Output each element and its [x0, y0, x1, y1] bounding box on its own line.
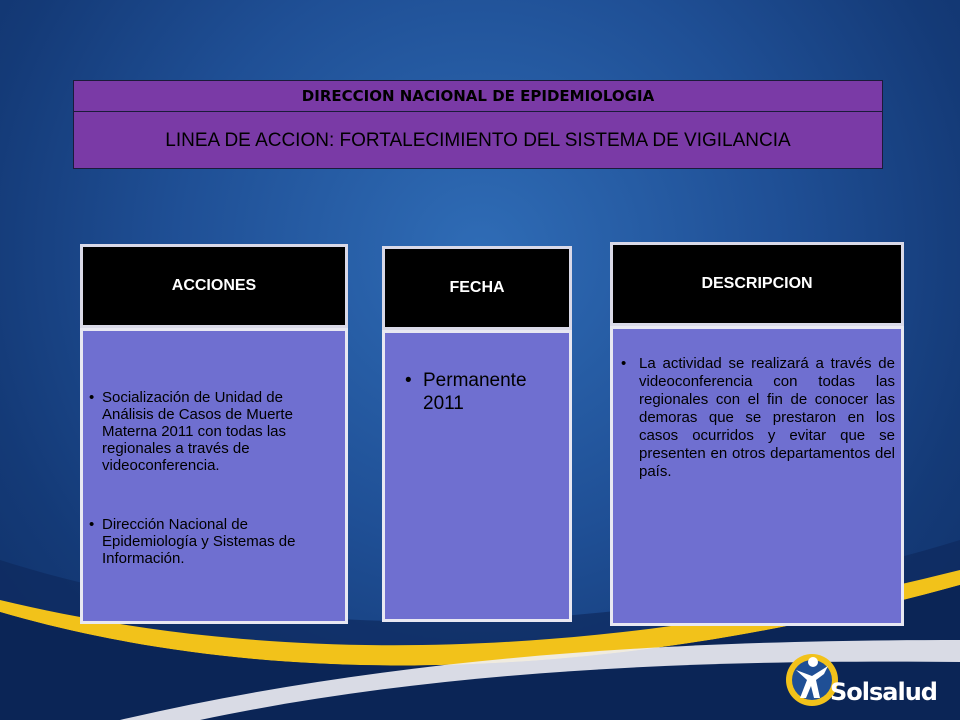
- solsalud-logo: [782, 650, 952, 712]
- acciones-header: ACCIONES: [80, 244, 348, 328]
- list-item: • Socialización de Unidad de Análisis de Casos de Muerte Materna 2011 con todas las regionales a través de videoconferencia.: [89, 389, 337, 474]
- title-table: [73, 80, 883, 169]
- fecha-body: [382, 330, 572, 622]
- list-item: • Permanente 2011: [405, 369, 559, 415]
- action-line-title: LINEA DE ACCION: FORTALECIMIENTO DEL SISTEMA DE VIGILANCIA: [74, 112, 882, 168]
- acciones-body: [80, 328, 348, 624]
- list-item: • Dirección Nacional de Epidemiología y Sistemas de Información.: [89, 516, 337, 567]
- descripcion-column: [610, 242, 904, 626]
- acciones-column: [80, 244, 348, 624]
- list-item: • La actividad se realizará a través de videoconferencia con todas las regionales con el fin de conocer las demoras que se prestaron en los casos ocurridos y evitar que se presenten en otros departamentos del país.: [621, 355, 895, 481]
- fecha-column: [382, 246, 572, 622]
- organization-title: DIRECCION NACIONAL DE EPIDEMIOLOGIA: [74, 81, 882, 112]
- logo-text: Solsalud: [830, 678, 937, 706]
- descripcion-body: [610, 326, 904, 626]
- fecha-header: FECHA: [382, 246, 572, 330]
- descripcion-header: DESCRIPCION: [610, 242, 904, 326]
